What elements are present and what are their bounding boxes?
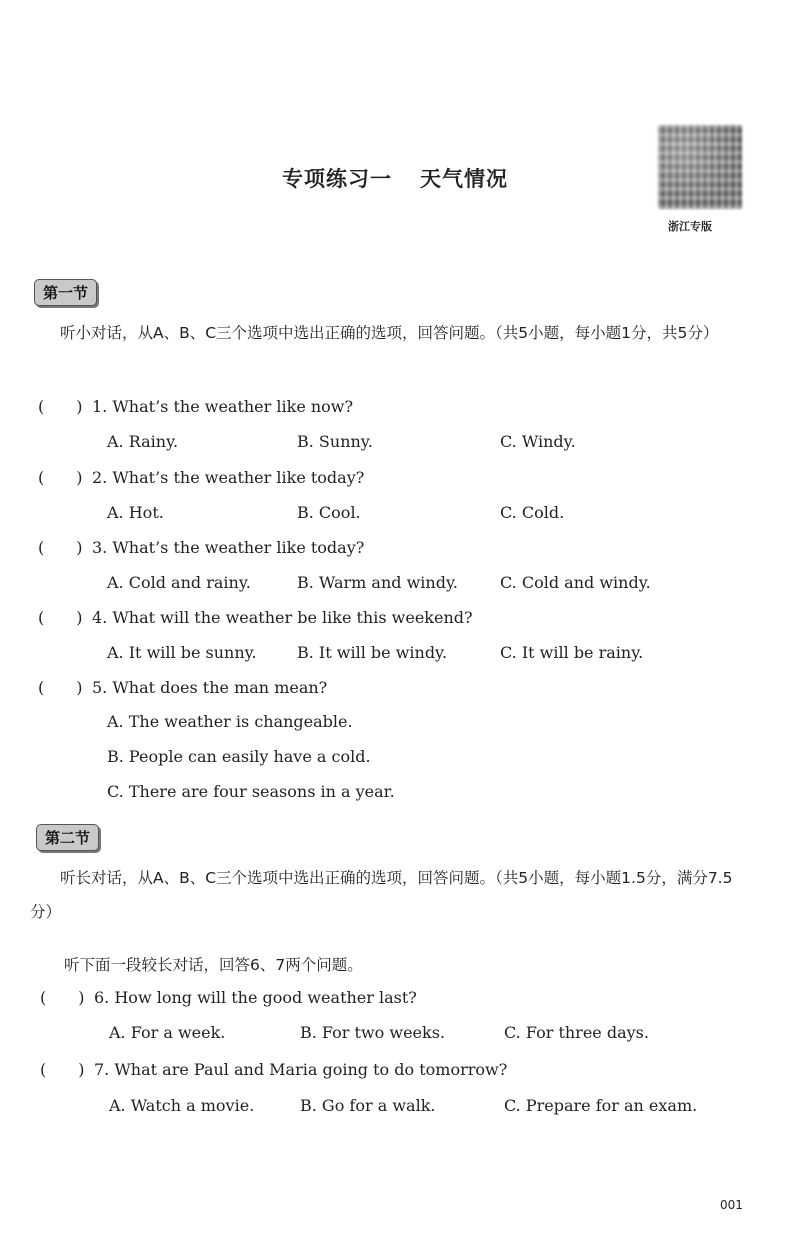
q2-option-b: B. Cool. <box>297 503 361 522</box>
page-number: 001 <box>720 1198 743 1212</box>
q7-option-a: A. Watch a movie. <box>109 1096 255 1115</box>
q4-option-b: B. It will be windy. <box>297 643 448 662</box>
q5-option-c: C. There are four seasons in a year. <box>107 782 395 801</box>
q5-option-a: A. The weather is changeable. <box>107 712 353 731</box>
question-5 <box>38 678 327 697</box>
section-2-tag: 第二节 <box>36 824 99 851</box>
answer-blank[interactable]: ( ) <box>38 608 83 627</box>
q2-option-c: C. Cold. <box>500 503 565 522</box>
qr-code <box>658 125 742 209</box>
question-text: 1. What’s the weather like now? <box>92 397 354 416</box>
qr-caption: 浙江专版 <box>668 220 712 233</box>
q6-option-c: C. For three days. <box>504 1023 649 1042</box>
section-1-tag: 第一节 <box>34 279 97 306</box>
section-2-tag-wrap <box>36 824 99 851</box>
q1-option-c: C. Windy. <box>500 432 576 451</box>
answer-blank[interactable]: ( ) <box>38 468 83 487</box>
question-text: 7. What are Paul and Maria going to do tomorrow? <box>94 1060 508 1079</box>
question-1 <box>38 397 353 416</box>
section-2-sub-instruction: 听下面一段较长对话，回答6、7两个问题。 <box>64 956 363 974</box>
q1-option-b: B. Sunny. <box>297 432 373 451</box>
question-3 <box>38 538 364 557</box>
q1-option-a: A. Rainy. <box>107 432 179 451</box>
q5-option-b: B. People can easily have a cold. <box>107 747 371 766</box>
answer-blank[interactable]: ( ) <box>38 538 83 557</box>
q7-option-b: B. Go for a walk. <box>300 1096 436 1115</box>
question-4 <box>38 608 473 627</box>
question-6 <box>40 988 417 1007</box>
q4-option-a: A. It will be sunny. <box>107 643 257 662</box>
answer-blank[interactable]: ( ) <box>40 1060 85 1079</box>
answer-blank[interactable]: ( ) <box>38 678 83 697</box>
q4-option-c: C. It will be rainy. <box>500 643 644 662</box>
answer-blank[interactable]: ( ) <box>40 988 85 1007</box>
question-text: 6. How long will the good weather last? <box>94 988 417 1007</box>
question-7 <box>40 1060 507 1079</box>
question-text: 5. What does the man mean? <box>92 678 328 697</box>
question-text: 2. What’s the weather like today? <box>92 468 365 487</box>
q3-option-b: B. Warm and windy. <box>297 573 458 592</box>
q3-option-c: C. Cold and windy. <box>500 573 651 592</box>
q6-option-b: B. For two weeks. <box>300 1023 445 1042</box>
q7-option-c: C. Prepare for an exam. <box>504 1096 698 1115</box>
question-text: 3. What’s the weather like today? <box>92 538 365 557</box>
question-text: 4. What will the weather be like this weekend? <box>92 608 473 627</box>
q3-option-a: A. Cold and rainy. <box>107 573 251 592</box>
answer-blank[interactable]: ( ) <box>38 397 83 416</box>
question-2 <box>38 468 364 487</box>
q2-option-a: A. Hot. <box>107 503 164 522</box>
q6-option-a: A. For a week. <box>109 1023 226 1042</box>
title-part-2: 天气情况 <box>420 167 508 191</box>
title-part-1: 专项练习一 <box>282 167 392 191</box>
section-1-instruction: 听小对话，从A、B、C三个选项中选出正确的选项，回答问题。（共5小题，每小题1分，共5分） <box>60 324 719 342</box>
section-1-tag-wrap <box>34 279 97 306</box>
section-2-instruction: 听长对话，从A、B、C三个选项中选出正确的选项，回答问题。（共5小题，每小题1.5分，满分7.5分） <box>30 869 733 921</box>
